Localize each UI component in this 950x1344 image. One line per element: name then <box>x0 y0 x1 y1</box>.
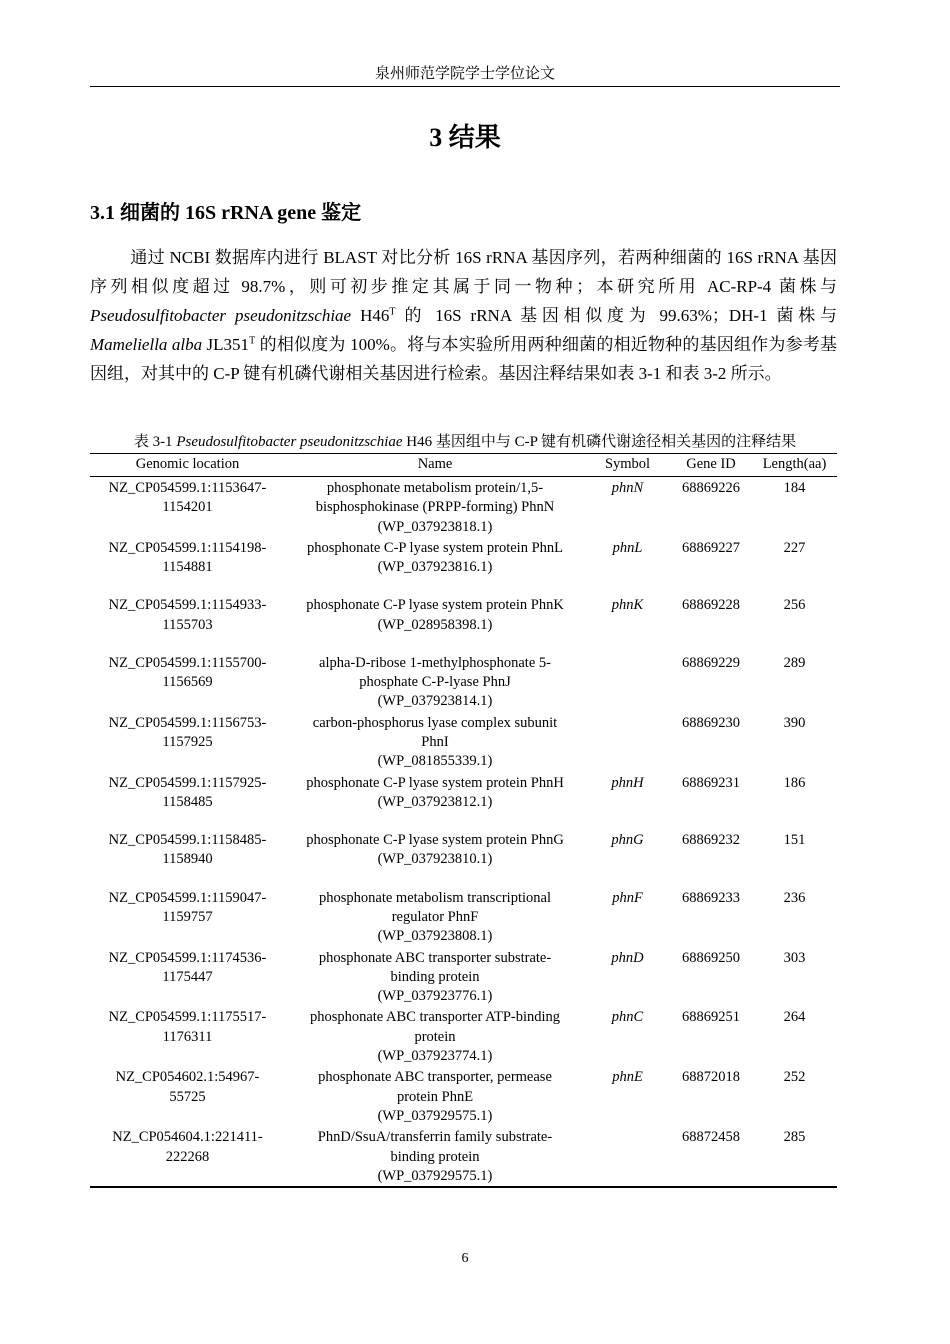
cell-length: 151 <box>783 832 806 849</box>
cell-symbol: phnK <box>611 597 644 614</box>
table-row <box>90 887 837 947</box>
strain-name-1: H46 <box>351 306 390 326</box>
cell-gene-id: 68869230 <box>682 714 740 731</box>
name-line-3: (WP_037923776.1) <box>377 988 493 1005</box>
location-line-1: NZ_CP054599.1:1155700- <box>108 654 267 671</box>
cell-genomic-location <box>90 1066 285 1126</box>
cell-gene-id: 68869250 <box>682 949 740 966</box>
name-line-3: (WP_037923808.1) <box>377 928 493 945</box>
name-line-1: phosphonate metabolism protein/1,5- <box>326 480 544 496</box>
cell-length: 252 <box>783 1069 806 1086</box>
name-line-2: protein PhnE <box>396 1088 474 1105</box>
table-row <box>90 1066 837 1126</box>
location-line-2: 222268 <box>165 1148 210 1165</box>
location-line-1: NZ_CP054599.1:1157925- <box>108 774 267 791</box>
paragraph-text-1: 通过 NCBI 数据库内进行 BLAST 对比分析 16S rRNA 基因序列，若两种细菌的 16S rRNA 基因序列相似度超过 98.7%，则可初步推定其属于同一物种；本研究所用 AC-RP-4 菌株与 <box>90 248 837 297</box>
cell-gene-id: 68872458 <box>682 1129 740 1146</box>
header-rule <box>90 86 840 87</box>
running-header: 泉州师范学院学士学位论文 <box>374 66 555 82</box>
caption-species: Pseudosulfitobacter pseudonitzschiae <box>176 434 403 450</box>
name-line-1: phosphonate ABC transporter, permease <box>318 1069 552 1086</box>
paragraph-text-2: 的 16S rRNA 基因相似度为 99.63%；DH-1 菌株与 <box>395 306 837 326</box>
cell-name <box>285 652 585 712</box>
table-row <box>90 652 837 712</box>
cell-length: 186 <box>783 774 806 791</box>
name-line-2: PhnI <box>421 734 449 751</box>
cell-symbol <box>585 712 670 772</box>
name-line-2: phosphate C-P-lyase PhnJ <box>359 674 511 691</box>
name-line-2: (WP_037923812.1) <box>377 793 493 810</box>
section-title: 3.1 细菌的 16S rRNA gene 鉴定 <box>90 202 362 224</box>
location-line-1: NZ_CP054599.1:1159047- <box>108 889 267 906</box>
paragraph-text-3: 的相似度为 100%。将与本实验所用两种细菌的相近物种的基因组作为参考基因组，对其中的 C-P 键有机磷代谢相关基因进行检索。基因注释结果如表 3-1 和表 3-2 所示。 <box>90 335 837 384</box>
cell-name <box>285 712 585 772</box>
cell-symbol: phnG <box>611 832 644 849</box>
name-line-1: PhnD/SsuA/transferrin family substrate- <box>317 1129 553 1146</box>
name-line-2: binding protein <box>390 968 480 985</box>
type-strain-mark-2: T <box>249 335 256 347</box>
cell-name <box>285 1066 585 1126</box>
species-name-1: Pseudosulfitobacter pseudonitzschiae <box>90 306 352 326</box>
location-line-2: 1158485 <box>162 793 213 810</box>
caption-suffix: H46 基因组中与 C-P 键有机磷代谢途径相关基因的注释结果 <box>402 434 797 450</box>
location-line-2: 1158940 <box>162 851 213 868</box>
location-line-2: 1155703 <box>162 616 213 633</box>
header-symbol: Symbol <box>604 456 651 473</box>
cell-gene-id: 68869229 <box>682 654 740 671</box>
name-line-1: alpha-D-ribose 1-methylphosphonate 5- <box>319 654 551 671</box>
cell-name <box>285 887 585 947</box>
name-line-1: phosphonate metabolism transcriptional <box>319 889 551 906</box>
location-line-1: NZ_CP054599.1:1156753- <box>108 714 267 731</box>
name-line-2: (WP_037923810.1) <box>377 851 493 868</box>
location-line-1: NZ_CP054599.1:1154198- <box>108 539 267 556</box>
cell-name <box>285 829 585 887</box>
cell-gene-id: 68869232 <box>682 832 740 849</box>
cell-genomic-location <box>90 477 285 537</box>
body-paragraph <box>90 243 837 388</box>
cell-genomic-location <box>90 887 285 947</box>
gene-annotation-table <box>90 453 837 1188</box>
table-row <box>90 772 837 830</box>
name-line-2: binding protein <box>390 1148 480 1165</box>
cell-genomic-location <box>90 947 285 1007</box>
cell-length: 236 <box>783 889 806 906</box>
table-row <box>90 947 837 1007</box>
location-line-1: NZ_CP054599.1:1175517- <box>108 1009 267 1026</box>
cell-symbol <box>585 1126 670 1187</box>
location-line-1: NZ_CP054599.1:1153647- <box>108 480 267 496</box>
cell-gene-id: 68872018 <box>682 1069 740 1086</box>
cell-length: 285 <box>783 1129 806 1146</box>
name-line-2: protein <box>414 1028 456 1045</box>
cell-name <box>285 947 585 1007</box>
cell-gene-id: 68869226 <box>682 480 740 496</box>
cell-length: 390 <box>783 714 806 731</box>
table-body <box>90 477 837 1188</box>
cell-genomic-location <box>90 772 285 830</box>
cell-genomic-location <box>90 652 285 712</box>
cell-name <box>285 1126 585 1187</box>
location-line-2: 1154881 <box>162 559 213 576</box>
name-line-1: phosphonate C-P lyase system protein PhnH <box>306 774 564 791</box>
name-line-1: phosphonate C-P lyase system protein PhnG <box>306 832 564 849</box>
table-row <box>90 829 837 887</box>
cell-name <box>285 1006 585 1066</box>
cell-symbol <box>585 652 670 712</box>
location-line-2: 1159757 <box>162 908 213 925</box>
location-line-2: 1175447 <box>162 968 213 985</box>
location-line-2: 1176311 <box>162 1028 213 1045</box>
table-row <box>90 1126 837 1187</box>
cell-gene-id: 68869251 <box>682 1009 740 1026</box>
cell-length: 264 <box>783 1009 806 1026</box>
cell-name <box>285 477 585 537</box>
cell-length: 184 <box>783 480 806 496</box>
location-line-2: 1154201 <box>162 499 213 516</box>
header-genomic-location: Genomic location <box>135 456 240 473</box>
cell-genomic-location <box>90 712 285 772</box>
caption-prefix: 表 3-1 <box>133 434 177 450</box>
name-line-3: (WP_037923818.1) <box>377 518 493 535</box>
cell-genomic-location <box>90 1126 285 1187</box>
table-row <box>90 712 837 772</box>
table-header-row <box>90 454 837 477</box>
name-line-2: (WP_037923816.1) <box>377 559 493 576</box>
location-line-1: NZ_CP054604.1:221411- <box>112 1129 263 1146</box>
name-line-3: (WP_081855339.1) <box>377 753 493 770</box>
cell-genomic-location <box>90 829 285 887</box>
location-line-1: NZ_CP054602.1:54967- <box>115 1069 260 1086</box>
table-row <box>90 1006 837 1066</box>
cell-name <box>285 537 585 595</box>
location-line-2: 1157925 <box>162 734 213 751</box>
name-line-1: phosphonate C-P lyase system protein PhnL <box>306 539 563 556</box>
table-row <box>90 537 837 595</box>
location-line-1: NZ_CP054599.1:1154933- <box>108 597 267 614</box>
cell-name <box>285 594 585 652</box>
cell-genomic-location <box>90 537 285 595</box>
strain-name-2: JL351 <box>202 335 250 355</box>
name-line-2: (WP_028958398.1) <box>377 616 493 633</box>
cell-symbol: phnL <box>612 539 643 556</box>
name-line-1: phosphonate C-P lyase system protein PhnK <box>306 597 564 614</box>
header-name: Name <box>417 456 453 473</box>
cell-symbol: phnF <box>612 889 643 906</box>
name-line-3: (WP_037923774.1) <box>377 1048 493 1065</box>
cell-genomic-location <box>90 1006 285 1066</box>
cell-symbol: phnE <box>612 1069 643 1086</box>
cell-symbol: phnC <box>611 1009 644 1026</box>
page-number: 6 <box>461 1251 469 1266</box>
location-line-1: NZ_CP054599.1:1174536- <box>108 949 267 966</box>
cell-name <box>285 772 585 830</box>
table-caption <box>90 432 840 452</box>
cell-symbol: phnN <box>611 480 644 496</box>
chapter-title: 3 结果 <box>429 123 501 152</box>
table-row <box>90 477 837 537</box>
name-line-1: phosphonate ABC transporter substrate- <box>318 949 552 966</box>
name-line-1: phosphonate ABC transporter ATP-binding <box>309 1009 561 1026</box>
name-line-3: (WP_037929575.1) <box>377 1167 493 1184</box>
cell-gene-id: 68869231 <box>682 774 740 791</box>
cell-length: 303 <box>783 949 806 966</box>
location-line-2: 1156569 <box>162 674 213 691</box>
cell-symbol: phnD <box>611 949 644 966</box>
table-row <box>90 594 837 652</box>
name-line-3: (WP_037929575.1) <box>377 1107 493 1124</box>
species-name-2: Mameliella alba <box>90 335 203 355</box>
cell-length: 256 <box>783 597 806 614</box>
cell-length: 289 <box>783 654 806 671</box>
name-line-3: (WP_037923814.1) <box>377 693 493 710</box>
name-line-2: regulator PhnF <box>391 908 479 925</box>
header-length: Length(aa) <box>762 456 827 473</box>
cell-length: 227 <box>783 539 806 556</box>
name-line-2: bisphosphokinase (PRPP-forming) PhnN <box>315 499 555 516</box>
type-strain-mark-1: T <box>389 306 396 318</box>
cell-gene-id: 68869227 <box>682 539 740 556</box>
location-line-2: 55725 <box>169 1088 206 1105</box>
cell-gene-id: 68869228 <box>682 597 740 614</box>
name-line-1: carbon-phosphorus lyase complex subunit <box>312 714 558 731</box>
cell-genomic-location <box>90 594 285 652</box>
location-line-1: NZ_CP054599.1:1158485- <box>108 832 267 849</box>
cell-symbol: phnH <box>611 774 644 791</box>
cell-gene-id: 68869233 <box>682 889 740 906</box>
header-gene-id: Gene ID <box>686 456 736 473</box>
